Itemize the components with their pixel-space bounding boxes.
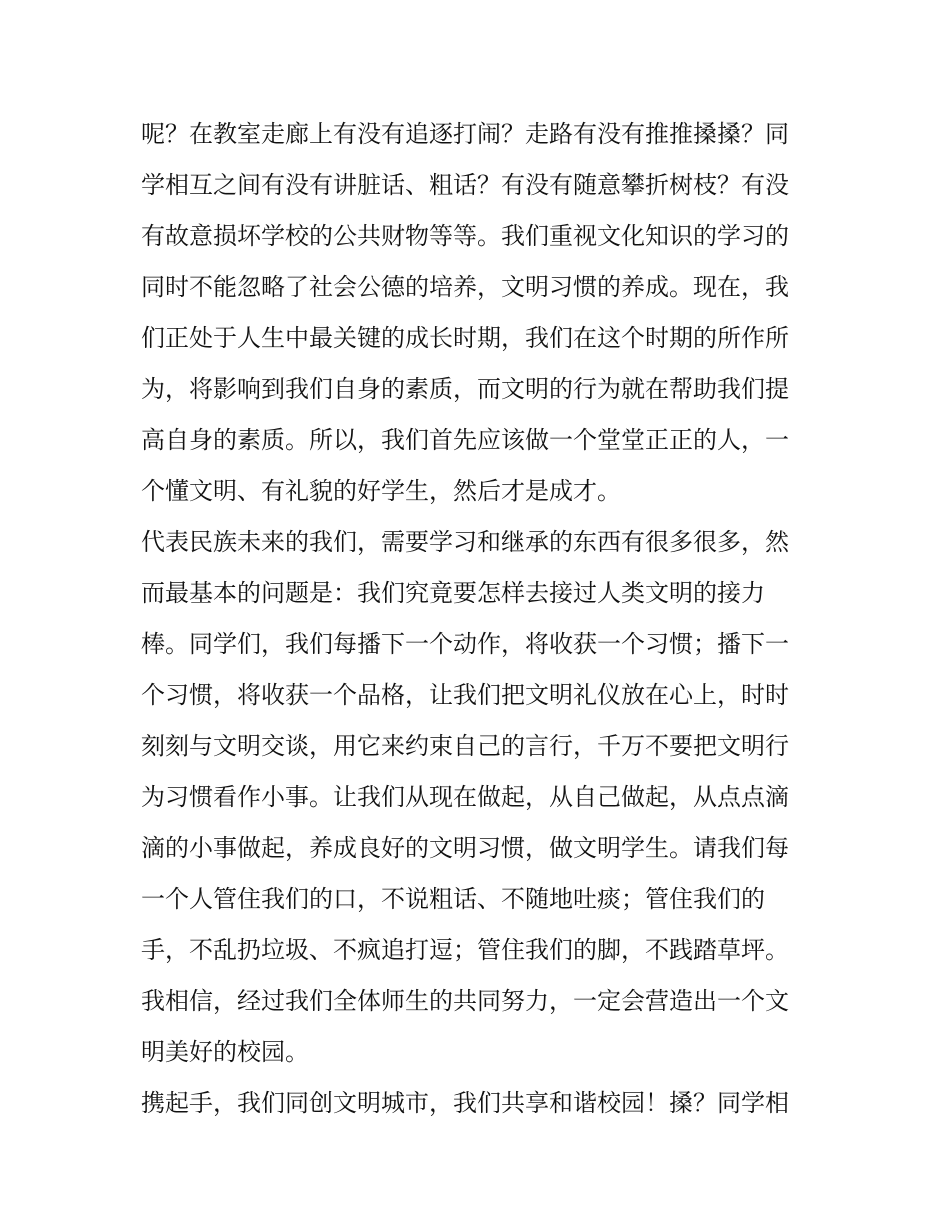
text-line: 个习惯，将收获一个品格，让我们把文明礼仪放在心上，时时 (141, 681, 789, 709)
text-line: 学相互之间有没有讲脏话、粗话？有没有随意攀折树枝？有没 (141, 171, 789, 199)
paragraph-1 (141, 109, 821, 517)
text-line: 为，将影响到我们自身的素质，而文明的行为就在帮助我们提 (141, 375, 789, 403)
text-line: 为习惯看作小事。让我们从现在做起，从自己做起，从点点滴 (141, 783, 789, 811)
paragraph-3 (141, 1078, 821, 1129)
text-line: 高自身的素质。所以，我们首先应该做一个堂堂正正的人，一 (141, 426, 789, 454)
text-line: 代表民族未来的我们，需要学习和继承的东西有很多很多，然 (141, 528, 789, 556)
text-line: 刻刻与文明交谈，用它来约束自己的言行，千万不要把文明行 (141, 732, 789, 760)
paragraph-2 (141, 517, 821, 1078)
text-line: 滴的小事做起，养成良好的文明习惯，做文明学生。请我们每 (141, 834, 789, 862)
text-line: 棒。同学们，我们每播下一个动作，将收获一个习惯；播下一 (141, 630, 789, 658)
text-line: 个懂文明、有礼貌的好学生，然后才是成才。 (141, 477, 621, 505)
document-body (141, 109, 821, 1129)
text-line: 手，不乱扔垃圾、不疯追打逗；管住我们的脚，不践踏草坪。 (141, 936, 789, 964)
text-line: 而最基本的问题是：我们究竟要怎样去接过人类文明的接力 (141, 579, 765, 607)
text-line: 同时不能忽略了社会公德的培养，文明习惯的养成。现在，我 (141, 273, 789, 301)
text-line: 一个人管住我们的口，不说粗话、不随地吐痰；管住我们的 (141, 885, 765, 913)
text-line: 们正处于人生中最关键的成长时期，我们在这个时期的所作所 (141, 324, 789, 352)
text-line: 携起手，我们同创文明城市，我们共享和谐校园！搡？同学相 (141, 1089, 789, 1117)
text-line: 有故意损坏学校的公共财物等等。我们重视文化知识的学习的 (141, 222, 789, 250)
text-line: 我相信，经过我们全体师生的共同努力，一定会营造出一个文 (141, 987, 789, 1015)
text-line: 呢？在教室走廊上有没有追逐打闹？走路有没有推推搡搡？同 (141, 120, 789, 148)
text-line: 明美好的校园。 (141, 1038, 309, 1066)
